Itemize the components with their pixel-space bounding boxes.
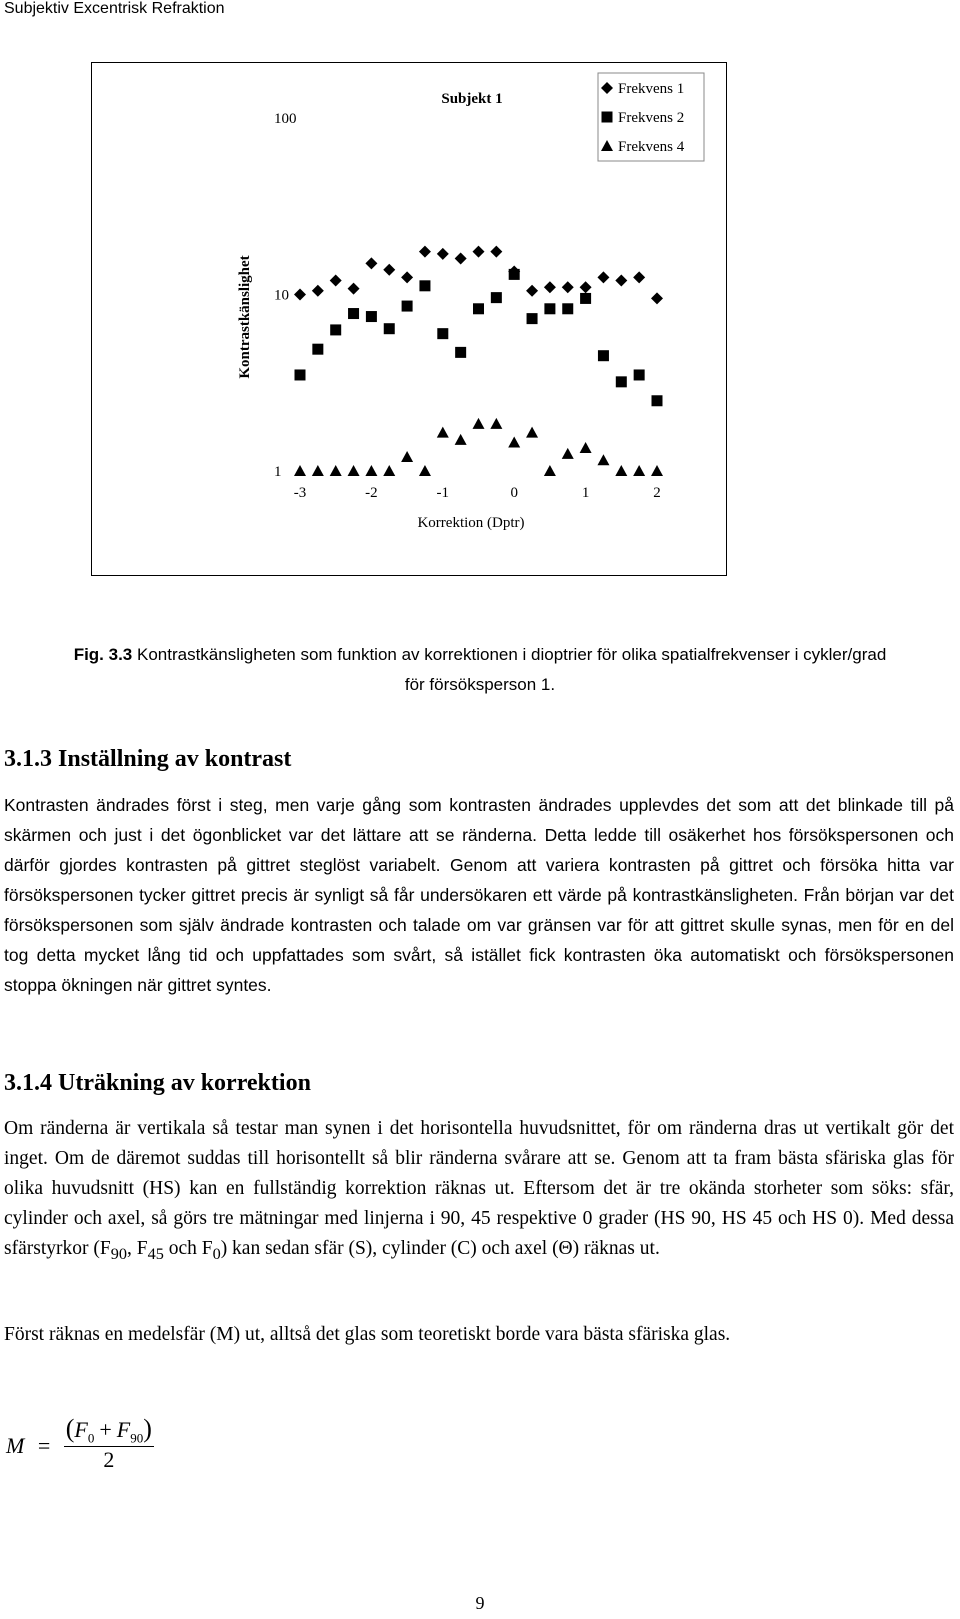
- data-point-triangle: [401, 451, 413, 462]
- data-point-square: [527, 313, 538, 324]
- formula-rparen: ): [143, 1414, 152, 1443]
- y-tick-label: 100: [274, 111, 297, 127]
- data-point-triangle: [490, 418, 502, 429]
- legend-marker-square: [602, 112, 613, 123]
- data-point-triangle: [615, 465, 627, 476]
- formula-fraction: [64, 1414, 154, 1473]
- data-point-diamond: [294, 289, 306, 301]
- data-point-diamond: [330, 275, 342, 287]
- caption-label: Fig. 3.3: [73, 645, 133, 664]
- formula-sub90: 90: [130, 1430, 144, 1446]
- data-point-diamond: [615, 275, 627, 287]
- data-point-diamond: [633, 271, 645, 283]
- x-tick-label: -1: [436, 485, 450, 501]
- sep-2: och F: [163, 1238, 213, 1259]
- section-314-body: [4, 1114, 954, 1269]
- section-heading-314: 3.1.4 Uträkning av korrektion: [4, 1070, 311, 1096]
- data-point-triangle: [365, 465, 377, 476]
- data-point-diamond: [562, 281, 574, 293]
- section-314-text-a: Om ränderna är vertikala så testar man synen i det horisontella huvudsnittet, för om ränderna dras ut vertikalt gör det inget.: [4, 1118, 954, 1169]
- data-point-diamond: [348, 283, 360, 295]
- chart-canvas: [92, 63, 725, 574]
- caption-text-line2: för försöksperson 1.: [404, 675, 556, 694]
- data-point-square: [598, 350, 609, 361]
- data-point-diamond: [544, 281, 556, 293]
- figure-caption: [0, 640, 960, 700]
- data-point-square: [312, 344, 323, 355]
- data-point-square: [330, 324, 341, 335]
- data-point-triangle: [419, 465, 431, 476]
- section-314-text-f: ) kan sedan sfär (S), cylinder (C) och axel (Θ) räknas ut.: [220, 1238, 660, 1259]
- data-point-diamond: [419, 246, 431, 258]
- page-header: Subjektiv Excentrisk Refraktion: [4, 0, 225, 17]
- data-point-square: [419, 280, 430, 291]
- sep-1: , F: [126, 1238, 148, 1259]
- x-axis-label: Korrektion (Dptr): [417, 515, 525, 531]
- x-tick-label: -2: [365, 485, 378, 501]
- data-point-square: [295, 369, 306, 380]
- section-heading-313: 3.1.3 Inställning av kontrast: [4, 746, 292, 772]
- data-point-diamond: [490, 246, 502, 258]
- section-314-text-e: Med dessa sfärstyrkor (F: [4, 1208, 955, 1259]
- legend-label: Frekvens 1: [618, 81, 685, 97]
- subscript-0: 0: [212, 1244, 221, 1263]
- legend-label: Frekvens 2: [618, 110, 685, 126]
- data-point-triangle: [562, 448, 574, 459]
- data-point-square: [348, 308, 359, 319]
- data-point-triangle: [312, 465, 324, 476]
- data-point-square: [473, 303, 484, 314]
- data-point-diamond: [473, 246, 485, 258]
- formula-plus: +: [99, 1417, 112, 1442]
- data-point-square: [652, 395, 663, 406]
- formula-sub0: 0: [87, 1430, 95, 1446]
- data-point-diamond: [597, 271, 609, 283]
- page-number: 9: [475, 1593, 485, 1613]
- data-point-triangle: [508, 437, 520, 448]
- subscript-90: 90: [110, 1244, 127, 1263]
- formula-f90: F: [116, 1417, 131, 1442]
- data-point-diamond: [401, 271, 413, 283]
- data-point-square: [402, 301, 413, 312]
- data-point-diamond: [312, 285, 324, 297]
- data-point-diamond: [455, 252, 467, 264]
- legend: [598, 73, 704, 161]
- section-314-body-2: Först räknas en medelsfär (M) ut, alltså det glas som teoretiskt borde vara bästa sfäriska glas.: [4, 1324, 731, 1345]
- legend-label: Frekvens 4: [618, 139, 685, 155]
- data-point-square: [580, 293, 591, 304]
- data-point-square: [384, 323, 395, 334]
- formula-denominator: 2: [103, 1447, 115, 1473]
- data-point-triangle: [348, 465, 360, 476]
- data-point-diamond: [437, 248, 449, 260]
- data-point-square: [491, 292, 502, 303]
- x-tick-label: 2: [653, 485, 661, 501]
- data-point-square: [562, 303, 573, 314]
- data-point-triangle: [437, 427, 449, 438]
- chart-title: Subjekt 1: [441, 91, 503, 107]
- subscript-45: 45: [147, 1244, 164, 1263]
- formula-numerator: [64, 1414, 154, 1447]
- formula-f0: F: [74, 1417, 88, 1442]
- x-tick-label: 1: [581, 485, 590, 501]
- data-point-diamond: [651, 292, 663, 304]
- data-point-triangle: [526, 427, 538, 438]
- data-point-triangle: [473, 418, 485, 429]
- section-314-text-c: Genom att ta fram bästa sfäriska glas för olika huvudsnitt (HS) kan en fullständig korrektion räknas ut.: [4, 1148, 954, 1199]
- x-tick-label: 0: [510, 485, 518, 501]
- data-point-triangle: [455, 434, 467, 445]
- data-point-triangle: [597, 454, 609, 465]
- data-point-square: [366, 311, 377, 322]
- chart: [91, 62, 727, 576]
- data-point-triangle: [544, 465, 556, 476]
- x-tick-label: -3: [293, 485, 307, 501]
- data-point-square: [455, 347, 466, 358]
- data-point-triangle: [633, 465, 645, 476]
- data-point-triangle: [294, 465, 306, 476]
- caption-text: Kontrastkänsligheten som funktion av korrektionen i dioptrier för olika spatialfrekvenser i cykler/grad: [132, 645, 887, 664]
- formula-eq: =: [37, 1432, 51, 1458]
- data-point-triangle: [330, 465, 342, 476]
- data-point-diamond: [383, 264, 395, 276]
- data-point-triangle: [651, 465, 663, 476]
- data-point-diamond: [526, 285, 538, 297]
- data-point-square: [634, 369, 645, 380]
- data-point-diamond: [580, 281, 592, 293]
- y-axis-label: Kontrastkänslighet: [237, 255, 253, 379]
- formula-lhs: M: [6, 1432, 25, 1458]
- data-point-diamond: [365, 257, 377, 269]
- data-point-triangle: [580, 442, 592, 453]
- data-point-square: [509, 269, 520, 280]
- data-point-square: [437, 328, 448, 339]
- section-314-text-b: Om de däremot suddas till horisontellt så blir ränderna svårare att se.: [47, 1148, 616, 1169]
- formula-mean-sphere: [6, 1414, 154, 1477]
- section-314-text-d: Eftersom det är tre okända storheter som söks: sfär, cylinder och axel, så görs tre mätningar med linjerna i 90, 45 respektive 0 grader (HS 90, HS 45 och HS 0).: [4, 1178, 954, 1229]
- data-point-square: [544, 303, 555, 314]
- y-tick-label: 10: [274, 287, 289, 304]
- section-313-text-a: Kontrasten ändrades först i steg, men varje gång som kontrasten ändrades upplevdes det som att det blinkade till på skärmen och just i det ögonblicket var det lättare att se ränderna. Detta ledde till osäkerhet hos försökspersonen och därför gjordes kontrasten på gittret steglöst variabelt.: [4, 795, 954, 875]
- section-313-body: [4, 790, 954, 1000]
- data-point-triangle: [383, 465, 395, 476]
- y-tick-label: 1: [274, 464, 282, 480]
- section-313-text-b: Genom att variera kontrasten på gittret och försöka hitta var försökspersonen tycker gittret precis är synligt så får undersökaren ett värde på kontrastkänsligheten. Från början var det försökspersonen som själv ändrade kontrasten och talade om var gränsen var för att gittret skulle synas, men för en del tog detta mycket lång tid och uppfattades som svårt, så istället fick kontrasten öka automatiskt och försökspersonen stoppa ökningen när gittret syntes.: [4, 855, 954, 995]
- formula-lparen: (: [65, 1414, 75, 1443]
- data-point-square: [616, 376, 627, 387]
